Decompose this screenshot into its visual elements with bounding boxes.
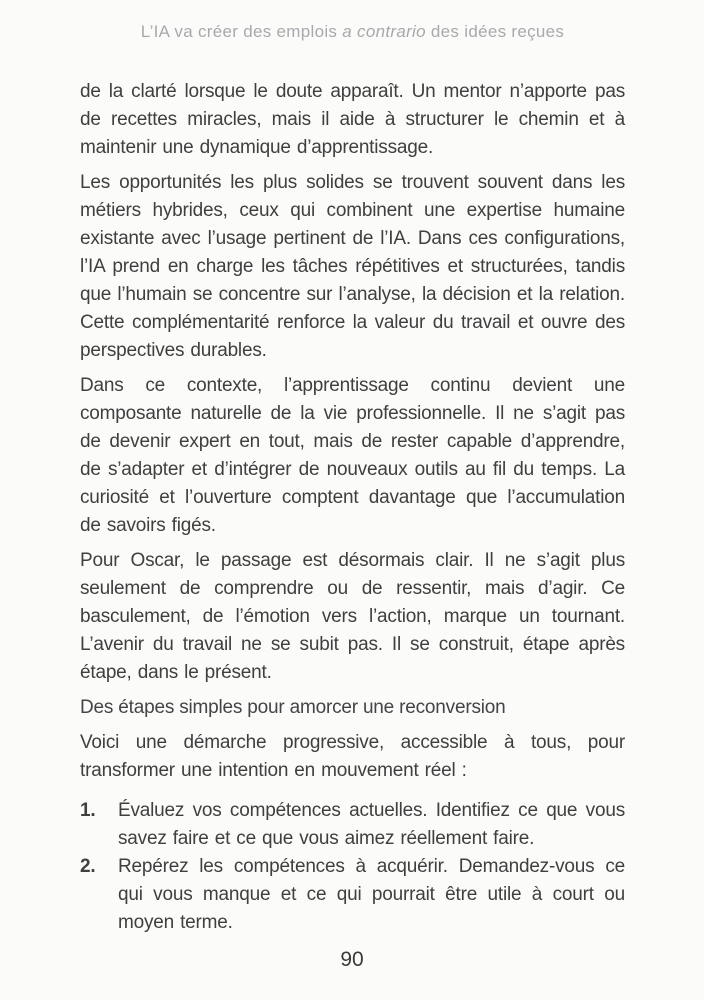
running-header [60, 22, 645, 42]
list-item [80, 853, 625, 937]
steps-list [80, 797, 625, 937]
intro-paragraph: Voici une démarche progressive, accessible à tous, pour transformer une intention en mouvement réel : [80, 732, 625, 781]
list-item-number: 2. [80, 856, 96, 877]
list-item-text: Évaluez vos compétences actuelles. Identifiez ce que vous savez faire et ce que vous aimez réellement faire. [118, 800, 625, 849]
list-item-number: 1. [80, 800, 96, 821]
page-body [80, 78, 625, 937]
running-header-text-prefix: L’IA va créer des emplois [140, 22, 343, 41]
paragraph-1: de la clarté lorsque le doute apparaît. Un mentor n’apporte pas de recettes miracles, mais il aide à structurer le chemin et à maintenir une dynamique d’apprentissage. [80, 81, 625, 158]
paragraph-2: Les opportunités les plus solides se trouvent souvent dans les métiers hybrides, ceux qui combinent une expertise humaine existante avec l’usage pertinent de l’IA. Dans ces configurations, l’IA prend en charge les tâches répétitives et structurées, tandis que l’humain se concentre sur l’analyse, la décision et la relation. Cette complémentarité renforce la valeur du travail et ouvre des perspectives durables. [80, 172, 625, 361]
list-item [80, 797, 625, 853]
paragraph-4: Pour Oscar, le passage est désormais clair. Il ne s’agit plus seulement de comprendre ou de ressentir, mais d’agir. Ce basculement, de l’émotion vers l’action, marque un tournant. L’avenir du travail ne se subit pas. Il se construit, étape après étape, dans le présent. [80, 550, 625, 683]
running-header-text-suffix: des idées reçues [425, 22, 565, 41]
running-header-text-italic: a contrario [342, 22, 426, 41]
list-item-text: Repérez les compétences à acquérir. Demandez-vous ce qui vous manque et ce qui pourrait être utile à court ou moyen terme. [118, 856, 625, 933]
page-number: 90 [340, 948, 364, 971]
paragraph-3: Dans ce contexte, l’apprentissage continu devient une composante naturelle de la vie professionnelle. Il ne s’agit pas de devenir expert en tout, mais de rester capable d’apprendre, de s’adapter et d’intégrer de nouveaux outils au fil du temps. La curiosité et l’ouverture comptent davantage que l’accumulation de savoirs figés. [80, 375, 625, 536]
section-subheading: Des étapes simples pour amorcer une reconversion [80, 697, 506, 718]
